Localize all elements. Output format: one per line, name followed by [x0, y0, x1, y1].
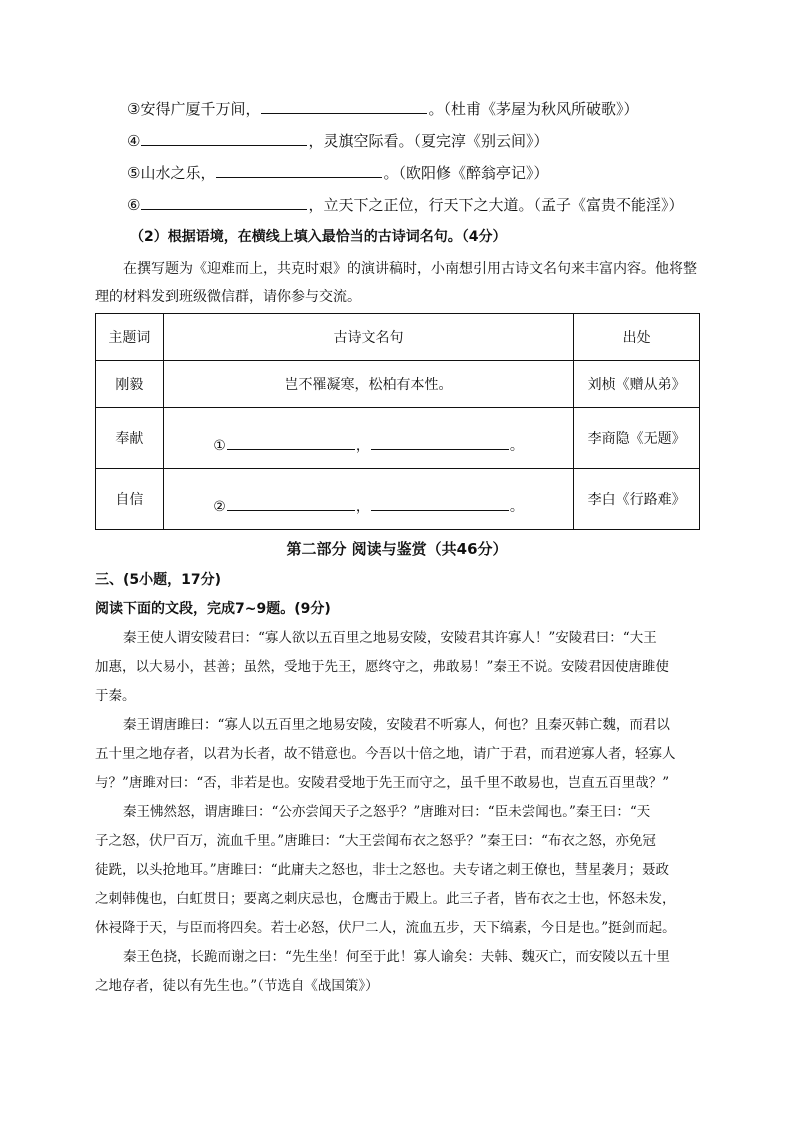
table-header-row [96, 314, 700, 361]
answer-blank[interactable] [227, 496, 355, 511]
quote-table [95, 313, 700, 530]
reading-instruction: 阅读下面的文段，完成7~9题。(9分) [95, 601, 331, 617]
recitation-item-4: ④ ，灵旗空际看。（夏完淳《别云间》） [127, 132, 549, 150]
q2-intro: 在撰写题为《迎难而上，共克时艰》的演讲稿时，小南想引用古诗文名句来丰富内容。他将整 理的材料发到班级微信群，请你参与交流。 [95, 261, 697, 305]
recitation-item-6: ⑥ ，立天下之正位，行天下之大道。（孟子《富贵不能淫》） [127, 196, 684, 214]
q2-heading: （2）根据语境，在横线上填入最恰当的古诗词名句。（4分） [130, 229, 507, 245]
answer-blank[interactable] [141, 195, 307, 210]
table-row: 自信 ② ， 。 李白《行路难》 [96, 469, 700, 530]
recitation-item-3: ③安得广厦千万间， 。（杜甫《茅屋为秋风所破歌》） [127, 100, 639, 118]
answer-blank[interactable] [371, 435, 509, 450]
passage: 秦王使人谓安陵君曰：“寡人欲以五百里之地易安陵，安陵君其许寡人！”安陵君曰：“大王 加惠，以大易小，甚善；虽然，受地于先王，愿终守之，弗敢易！”秦王不说。安陵君因使唐雎使 于秦。 秦王谓唐雎曰：“寡人以五百里之地易安陵，安陵君不听寡人，何也？且秦灭韩亡魏，而君以 五十里之地存者，以君为长者，故不错意也。今吾以十倍之地，请广于君，而君逆寡人者，轻寡人 与？”唐雎对曰：“否，非若是也。安陵君受地于先王而守之，虽千里不敢易也，岂直五百里哉？” 秦王怫然怒，谓唐雎曰：“公亦尝闻天子之怒乎？”唐雎对曰：“臣未尝闻也。”秦王曰：“天 子之怒，伏尸百万，流血千里。”唐雎曰：“大王尝闻布衣之怒乎？”秦王曰：“布衣之怒，亦免冠 徒跣，以头抢地耳。”唐雎曰：“此庸夫之怒也，非士之怒也。夫专诸之刺王僚也，彗星袭月；聂政 之刺韩傀也，白虹贯日；要离之刺庆忌也，仓鹰击于殿上。此三子者，皆布衣之士也，怀怒未发， 休祲降于天，与臣而将四矣。若士必怒，伏尸二人，流血五步，天下缟素，今日是也。”挺剑而起。 秦王色挠，长跪而谢之曰：“先生坐！何至于此！寡人谕矣：夫韩、魏灭亡，而安陵以五十里 之地存者，徒以有先生也。”（节选自《战国策》） [95, 630, 676, 994]
answer-blank[interactable] [216, 163, 382, 178]
table-header: 出处 [574, 314, 700, 361]
table-row: 刚毅 岂不罹凝寒，松柏有本性。 刘桢《赠从弟》 [96, 361, 700, 408]
table-header: 古诗文名句 [163, 314, 573, 361]
answer-blank[interactable] [261, 99, 427, 114]
recitation-item-5: ⑤山水之乐， 。（欧阳修《醉翁亭记》） [127, 164, 549, 182]
section-heading: 三、(5小题，17分) [95, 572, 222, 588]
answer-blank[interactable] [141, 131, 307, 146]
answer-blank[interactable] [371, 496, 509, 511]
answer-blank[interactable] [227, 435, 355, 450]
table-header: 主题词 [96, 314, 164, 361]
part2-title: 第二部分 阅读与鉴赏（共46分） [286, 540, 508, 558]
table-row: 奉献 ① ， 。 李商隐《无题》 [96, 408, 700, 469]
